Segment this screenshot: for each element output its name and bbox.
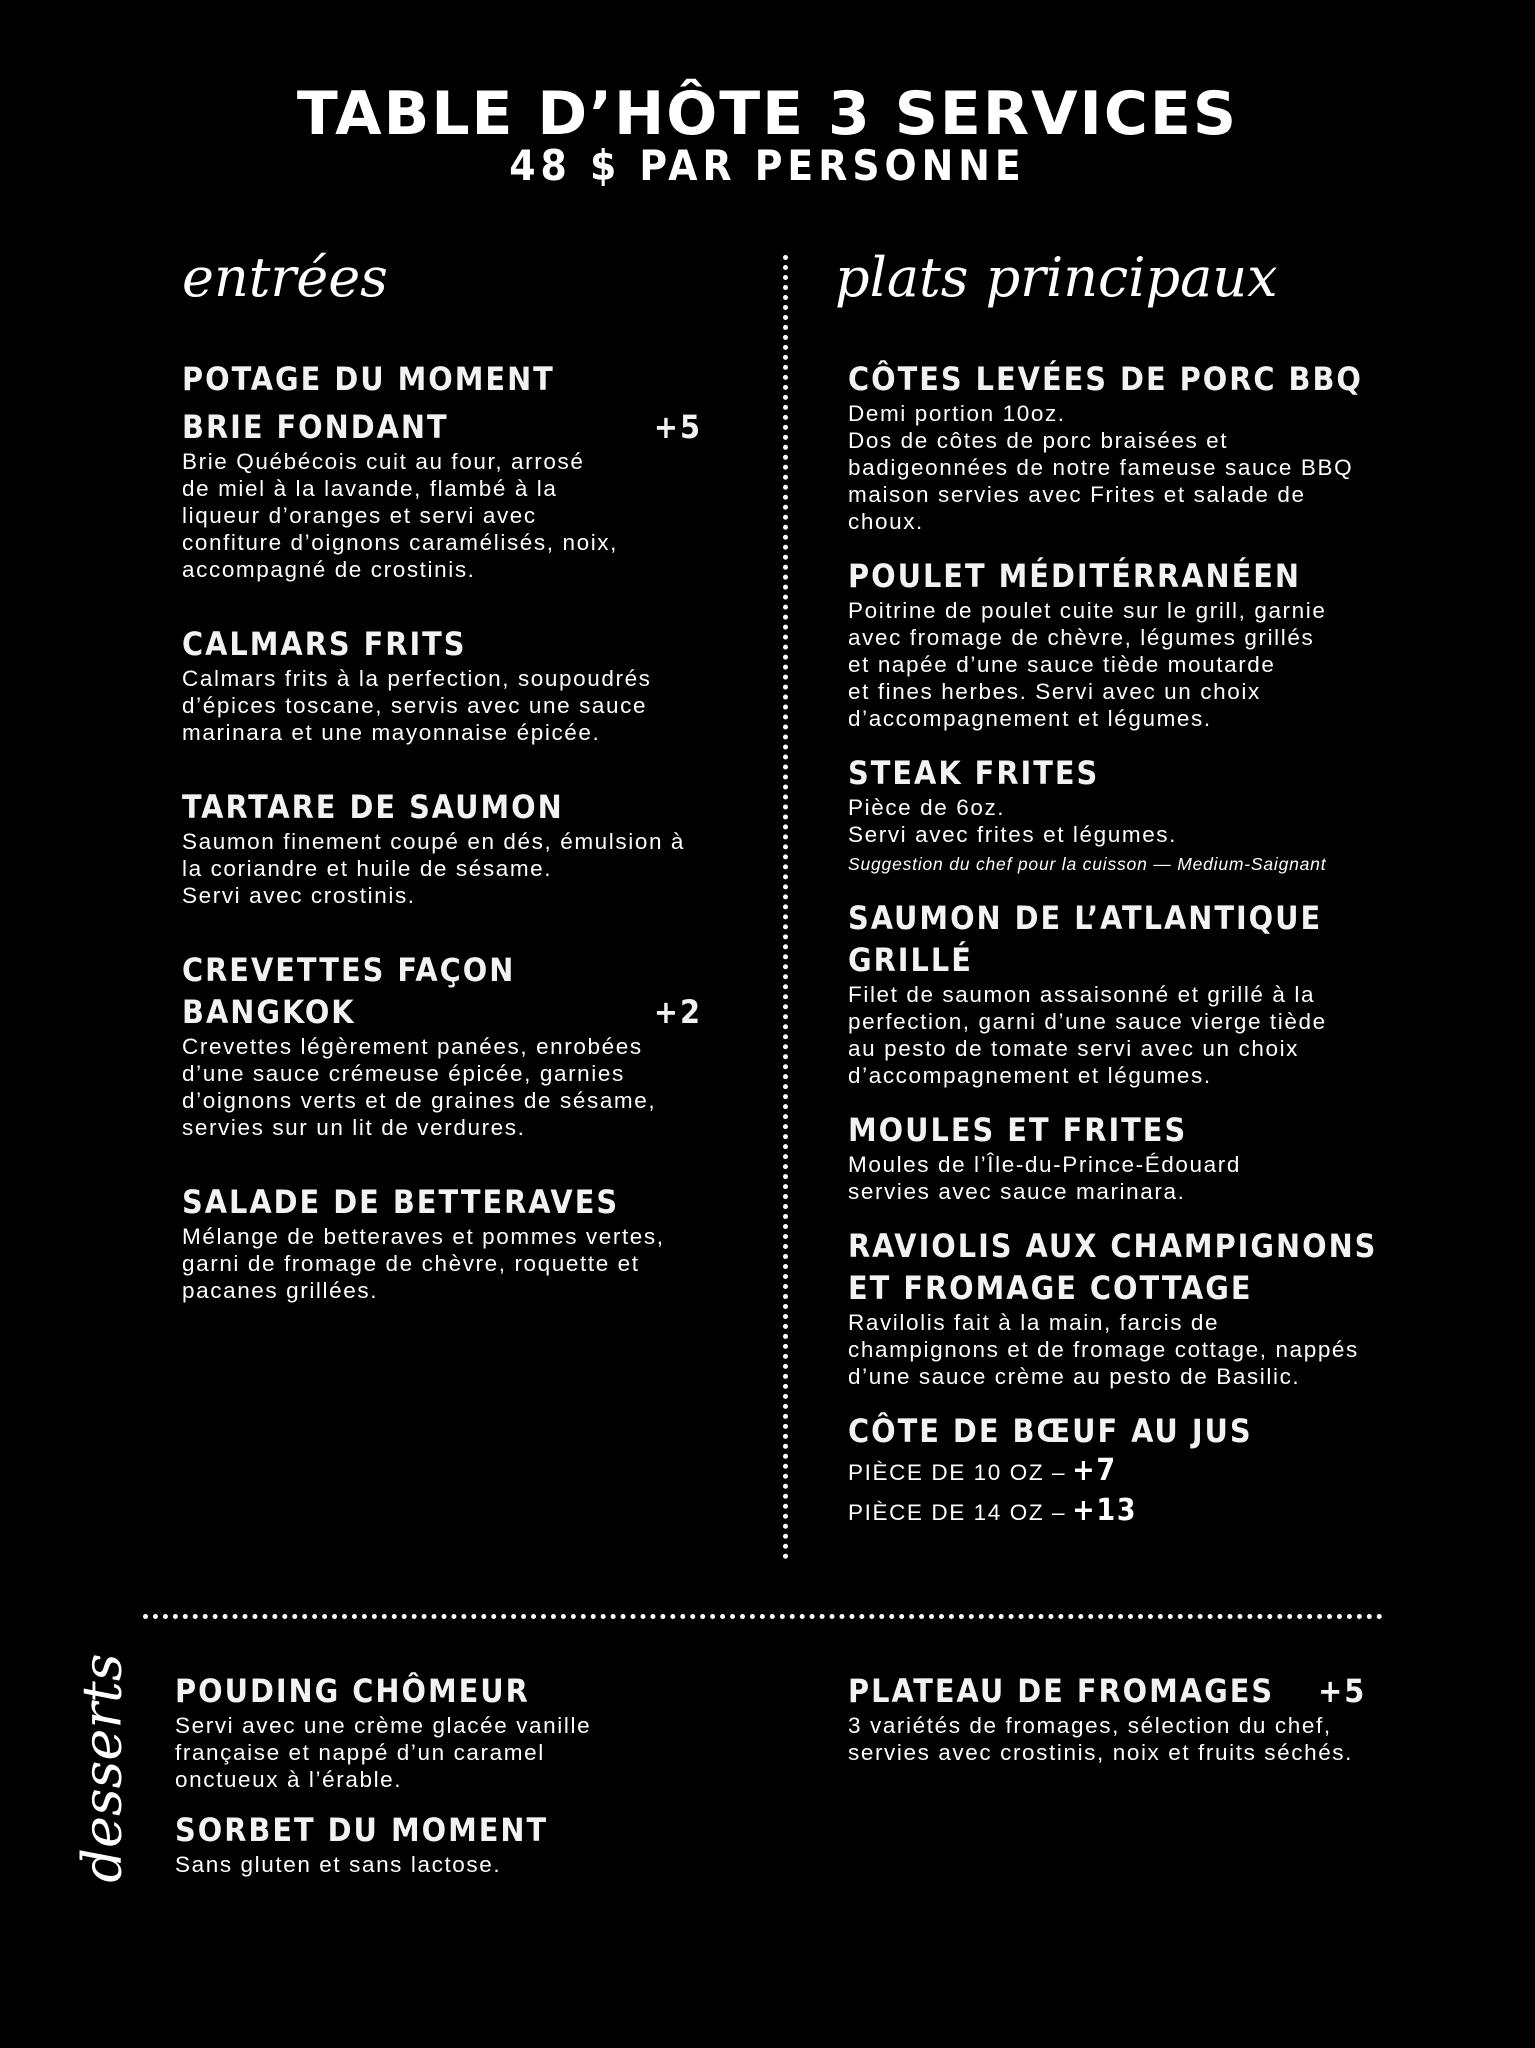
item-name: SORBET DU MOMENT xyxy=(175,1811,549,1849)
item-description: Calmars frits à la perfection, soupoudrés d’épices toscane, servis avec une sauce marinara et une mayonnaise épicée. xyxy=(182,666,652,745)
item-description: Servi avec une crème glacée vanille française et nappé d’un caramel onctueux à l’érable. xyxy=(175,1713,592,1792)
entrees-column xyxy=(182,358,702,1342)
item-price: +5 xyxy=(653,408,702,446)
entrees-title: entrées xyxy=(182,246,388,309)
item-description: Mélange de betteraves et pommes vertes, garni de fromage de chèvre, roquette et pacanes grillées. xyxy=(182,1224,665,1303)
menu-item xyxy=(182,358,702,400)
menu-header xyxy=(0,79,1535,190)
menu-item xyxy=(848,555,1408,732)
item-name: RAVIOLIS AUX CHAMPIGNONS xyxy=(848,1227,1378,1265)
item-name: BANGKOK +2 xyxy=(182,993,702,1031)
item-name: TARTARE DE SAUMON xyxy=(182,788,564,826)
item-description: 3 variétés de fromages, sélection du chef, servies avec crostinis, noix et fruits séchés. xyxy=(848,1713,1354,1765)
option-price: +7 xyxy=(1072,1453,1117,1488)
menu-title: TABLE D’HÔTE 3 SERVICES xyxy=(296,79,1239,149)
item-description: Brie Québécois cuit au four, arrosé de miel à la lavande, flambé à la liqueur d’oranges et servi avec confiture d’oignons caramélisés, noix, accompagné de crostinis. xyxy=(182,449,618,582)
desserts-column-left xyxy=(175,1670,735,1916)
item-name: POULET MÉDITÉRRANÉEN xyxy=(848,557,1302,595)
item-description: Saumon finement coupé en dés, émulsion à la coriandre et huile de sésame. Servi avec crostinis. xyxy=(182,829,686,908)
item-name: STEAK FRITES xyxy=(848,754,1100,792)
item-name: CALMARS FRITS xyxy=(182,625,467,663)
menu-item xyxy=(848,752,1408,877)
menu-item xyxy=(182,623,702,746)
item-description: Ravilolis fait à la main, farcis de champignons et de fromage cottage, nappés d’une sauce crème au pesto de Basilic. xyxy=(848,1310,1359,1389)
menu-price: 48 $ PAR PERSONNE xyxy=(509,141,1026,190)
desserts-title: desserts xyxy=(70,1653,134,1883)
item-description: Pièce de 6oz. Servi avec frites et légumes. xyxy=(848,795,1178,847)
item-name: POTAGE DU MOMENT xyxy=(182,360,555,398)
item-description: Filet de saumon assaisonné et grillé à la perfection, garni d’une sauce vierge tiède au pesto de tomate servi avec un choix d’accompagnement et légumes. xyxy=(848,982,1327,1088)
menu-item xyxy=(848,1410,1408,1532)
menu-item xyxy=(848,358,1408,535)
menu-item xyxy=(848,1109,1408,1205)
plats-title: plats principaux xyxy=(835,246,1278,309)
menu-item xyxy=(848,1670,1428,1766)
chef-suggestion: Suggestion du chef pour la cuisson — Medium-Saignant xyxy=(848,854,1327,874)
item-description: Poitrine de poulet cuite sur le grill, garnie avec fromage de chèvre, légumes grillés et napée d’une sauce tiède moutarde et fines herbes. Servi avec un choix d’accompagnement et légumes. xyxy=(848,598,1327,731)
menu-item xyxy=(848,1225,1408,1390)
item-name: SALADE DE BETTERAVES xyxy=(182,1183,620,1221)
menu-item xyxy=(182,786,702,909)
item-name: ET FROMAGE COTTAGE xyxy=(848,1269,1253,1307)
option-price: +13 xyxy=(1072,1493,1138,1528)
item-name: PLATEAU DE FROMAGES +5 xyxy=(848,1672,1367,1710)
item-name: MOULES ET FRITES xyxy=(848,1111,1188,1149)
horizontal-divider xyxy=(143,1614,1383,1619)
item-description: Moules de l’Île-du-Prince-Édouard servies avec sauce marinara. xyxy=(848,1152,1241,1204)
menu-item xyxy=(175,1670,735,1793)
menu-item xyxy=(175,1809,735,1878)
size-option: PIÈCE DE 10 OZ – +7 xyxy=(848,1453,1117,1488)
menu-item xyxy=(848,897,1408,1089)
size-option: PIÈCE DE 14 OZ – +13 xyxy=(848,1493,1138,1528)
item-name: CÔTE DE BŒUF AU JUS xyxy=(848,1412,1253,1450)
item-description: Crevettes légèrement panées, enrobées d’une sauce crémeuse épicée, garnies d’oignons verts et de graines de sésame, servies sur un lit de verdures. xyxy=(182,1034,657,1140)
item-name: SAUMON DE L’ATLANTIQUE GRILLÉ xyxy=(848,899,1323,979)
item-name: BRIE FONDANT +5 xyxy=(182,408,702,446)
plats-column xyxy=(848,358,1408,1570)
vertical-divider xyxy=(783,255,788,1560)
item-description: Sans gluten et sans lactose. xyxy=(175,1852,502,1877)
menu-item xyxy=(182,949,702,1141)
item-price: +5 xyxy=(1318,1672,1367,1710)
menu-item xyxy=(182,1181,702,1304)
item-name: POUDING CHÔMEUR xyxy=(175,1672,530,1710)
item-name: CÔTES LEVÉES DE PORC BBQ xyxy=(848,360,1363,398)
menu-item xyxy=(182,406,702,583)
desserts-column-right xyxy=(848,1670,1428,1804)
item-description: Demi portion 10oz. Dos de côtes de porc braisées et badigeonnées de notre fameuse sauce BBQ maison servies avec Frites et salade de choux. xyxy=(848,401,1354,534)
item-price: +2 xyxy=(653,993,702,1031)
item-name: CREVETTES FAÇON xyxy=(182,951,516,989)
